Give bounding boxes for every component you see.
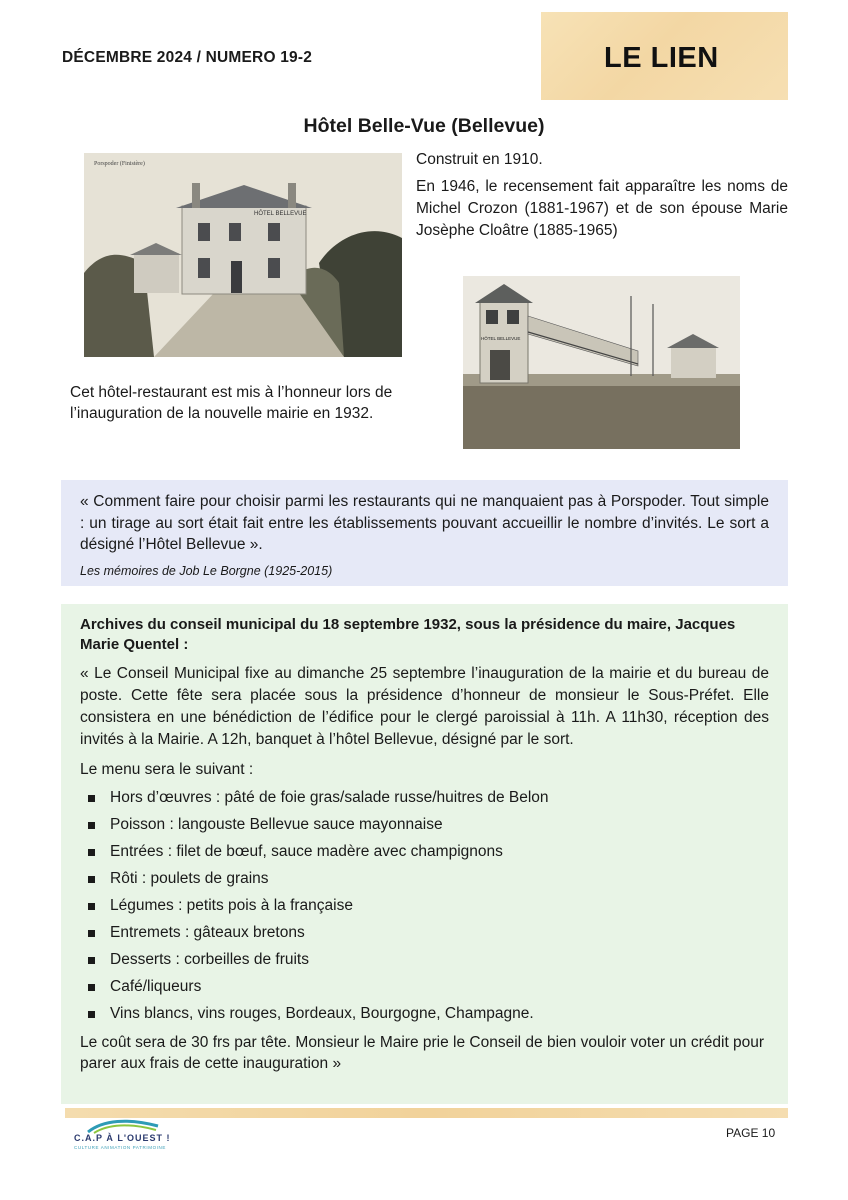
census-paragraph: En 1946, le recensement fait apparaître les noms de Michel Crozon (1881-1967) et de son épouse Marie Josèphe Cloâtre (1885-1965) [416, 178, 788, 239]
issue-date: DÉCEMBRE 2024 / NUMERO 19-2 [62, 49, 313, 66]
quote-box [61, 480, 788, 586]
bullet-icon [88, 957, 95, 964]
wave-logo-icon [68, 1118, 178, 1134]
quote-source: Les mémoires de Job Le Borgne (1925-2015) [80, 563, 333, 578]
menu-item [80, 842, 769, 869]
photo2-hotel-sign: HÔTEL BELLEVUE [481, 336, 521, 341]
cap-a-louest-logo [68, 1118, 178, 1154]
menu-item-text: Vins blancs, vins rouges, Bordeaux, Bourgogne, Champagne. [110, 1005, 534, 1022]
menu-item [80, 950, 769, 977]
logo-name: C.A.P À L'OUEST ! [74, 1133, 171, 1143]
archive-heading: Archives du conseil municipal du 18 septembre 1932, sous la présidence du maire, Jacques Marie Quentel : [80, 616, 736, 653]
construction-year: Construit en 1910. [416, 151, 543, 168]
menu-item-text: Rôti : poulets de grains [110, 870, 269, 887]
menu-item [80, 977, 769, 1004]
bullet-icon [88, 930, 95, 937]
archive-box [61, 604, 788, 1104]
masthead-title: LE LIEN [604, 42, 719, 74]
page-number: PAGE 10 [726, 1126, 776, 1140]
masthead-banner [541, 12, 788, 100]
menu-item-text: Entrées : filet de bœuf, sauce madère avec champignons [110, 843, 503, 860]
archive-paragraph: « Le Conseil Municipal fixe au dimanche 25 septembre l’inauguration de la mairie et du bureau de poste. Cette fête sera placée sous la présidence d’honneur de monsieur le Sous-Préfet. Elle consistera en une bénédiction de l’édifice pour le clergé paroissial à 11h. A 11h30, réception des invités à la Mairie. A 12h, banquet à l’hôtel Bellevue, désigné par le sort. [80, 665, 769, 748]
logo-tagline: CULTURE ANIMATION PATRIMOINE [74, 1145, 166, 1150]
bullet-icon [88, 822, 95, 829]
menu-item [80, 815, 769, 842]
bullet-icon [88, 903, 95, 910]
menu-item [80, 923, 769, 950]
article-title: Hôtel Belle-Vue (Bellevue) [303, 115, 545, 137]
menu-item-text: Café/liqueurs [110, 978, 202, 995]
bullet-icon [88, 849, 95, 856]
bullet-icon [88, 984, 95, 991]
photo-caption: Cet hôtel-restaurant est mis à l’honneur lors de l’inauguration de la nouvelle mairie en 1932. [70, 384, 393, 422]
hotel-bridge-photo [463, 276, 740, 449]
bullet-icon [88, 1011, 95, 1018]
menu-item [80, 788, 769, 815]
menu-item [80, 1004, 769, 1031]
bullet-icon [88, 795, 95, 802]
bullet-icon [88, 876, 95, 883]
footer-band [65, 1108, 788, 1118]
menu-item-text: Poisson : langouste Bellevue sauce mayonnaise [110, 816, 443, 833]
menu-item [80, 896, 769, 923]
menu-item [80, 869, 769, 896]
menu-item-text: Entremets : gâteaux bretons [110, 924, 305, 941]
menu-item-text: Desserts : corbeilles de fruits [110, 951, 309, 968]
menu-item-text: Hors d’œuvres : pâté de foie gras/salade russe/huitres de Belon [110, 789, 549, 806]
archive-closing: Le coût sera de 30 frs par tête. Monsieur le Maire prie le Conseil de bien vouloir voter un crédit pour parer aux frais de cette inauguration » [80, 1034, 765, 1072]
menu-intro: Le menu sera le suivant : [80, 761, 254, 778]
menu-item-text: Légumes : petits pois à la française [110, 897, 353, 914]
postcard-hotel-sign: HÔTEL BELLEVUE [254, 211, 307, 217]
hotel-postcard-photo [84, 153, 402, 357]
quote-text: « Comment faire pour choisir parmi les restaurants qui ne manquaient pas à Porspoder. Tout simple : un tirage au sort était fait entre les établissements pouvant accueillir le nombre d’invités. Le sort a désigné l’Hôtel Bellevue ». [80, 493, 769, 553]
menu-list [80, 788, 769, 1031]
postcard-location: Porspoder (Finistère) [94, 161, 145, 167]
